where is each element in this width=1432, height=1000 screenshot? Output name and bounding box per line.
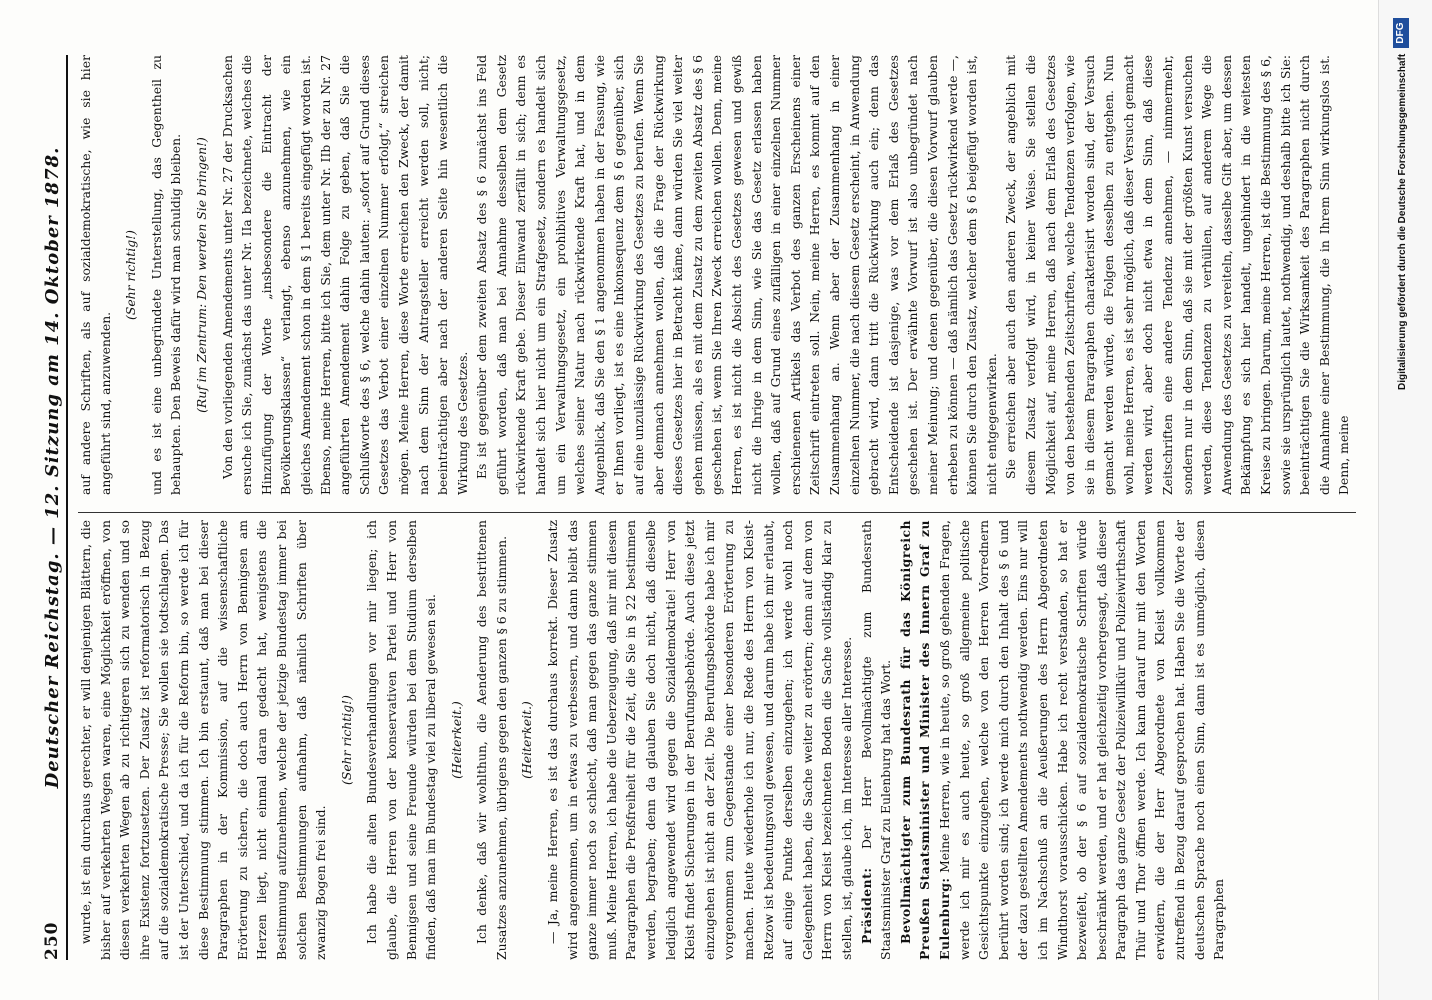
paragraph: wurde, ist ein durchaus gerechter, er will denjenigen Blättern, die bisher auf verkehrten Wegen waren, eine Möglichkeit eröffnen, von diesen verkehrten Wegen ab zu richtigeren sich zu wenden und so ihre Existenz fortzusetzen. Der Zusatz ist reformatorisch in Bezug auf die sozialdemokratische Presse; Sie wollen sie todtschlagen. Das ist der Unterschied, und da ich für die Reform bin, so werde ich für diese Bestimmung stimmen. Ich bin erstaunt, daß man bei dieser Paragraphen in der Kommission, auf die wissenschaftliche Erörterung zu sichern, die doch auch Herrn von Bennigsen am Herzen liegt, nicht einmal daran gedacht hat, wenigstens die Bestimmung aufzunehmen, welche der jetzige Bundestag immer bei solchen Bestimmungen aufnahm, daß nämlich Schriften über zwanzig Bogen frei sind. [78,520,329,960]
paragraph: Ich habe die alten Bundesverhandlungen vor mir liegen; ich glaube, die Herren von der konservativen Partei und Herr von Bennigsen und seine Freunde würden bei dem Studium derselben finden, daß man im Bundestag viel zu liberal gewesen sei. [364,520,439,960]
paragraph: auf andere Schriften, als auf sozialdemokratische, wie sie hier angeführt sind, anzuwenden. [78,55,113,495]
page-number: 250 [42,921,62,960]
running-title: Deutscher Reichstag. — 12. Sitzung am 14. Oktober 1878. [42,146,63,789]
interjection: (Sehr richtig!) [338,695,354,785]
digitization-footer [1378,0,1432,1000]
paragraph: Es ist gegenüber dem zweiten Absatz des § 6 zunächst ins Feld geführt worden, daß man bei Annahme desselben dem Gesetz rückwirkende Kraft gebe. Dieser Einwand zerfällt in sich; denn es handelt sich hier nicht um ein Strafgesetz, sondern es handelt sich um ein Verwaltungsgesetz, ein prohibitives Verwaltungsgesetz, welches seiner Natur nach rückwirkende Kraft hat, und in dem Augenblick, daß Sie den § 1 angenommen haben in der Fassung, wie er Ihnen vorliegt, ist es eine Inkonsequenz dem § 6 gegenüber, sich auf eine unzulässige Rückwirkung des Gesetzes zu berufen. Wenn Sie aber demnach annehmen wollen, daß die Frage der Rückwirkung dieses Gesetzes hier in Betracht käme, dann würden Sie viel weiter gehen müssen, als es mit dem Zusatz zu dem zweiten Absatz des § 6 geschehen ist, wenn Sie Ihren Zweck erreichen wollen. Denn, meine Herren, es ist nicht die Absicht des Gesetzes gewesen und gewiß nicht die Ihrige in dem Sinn, wie Sie das Gesetz erlassen haben wollen, daß auf Grund eines zufälligen in einer einzelnen Nummer erschienenen Artikels das Verbot des ganzen Erscheinens einer Zeitschrift eintreten soll. Nein, meine Herren, es kommt auf den Zusammenhang an. Wenn aber der Zusammenhang in einer einzelnen Nummer, die nach diesem Gesetz erscheint, in Anwendung gebracht wird, dann tritt die Rückwirkung auch ein; denn das Entscheidende ist dasjenige, was vor dem Erlaß des Gesetzes geschehen ist. Der erwähnte Vorwurf ist also unbegründet nach meiner Meinung; und denen gegenüber, die diesen Vorwurf glauben erheben zu können — daß nämlich das Gesetz rückwirkend werde —, können Sie durch den Zusatz, welcher dem § 6 beigefügt worden ist, nicht entgegenwirken. [474,55,999,495]
speech-text: Meine Herren, wie in heute, so groß gehenden Fragen, werde ich mir es auch heute, so groß allgemeine politische Gesichtspunkte einzugehen, welche von den Herren Vorrednern berührt worden sind; ich werde mich durch den Inhalt des § 6 und der dazu gestellten Amendements nothwendig werden. Eins nur will ich im Nachschuß an die Aeußerungen des Herrn Abgeordneten Windthorst vorausschicken. Habe ich recht verstanden, so hat er bezweifelt, ob der § 6 auf sozialdemokratische Schriften würde beschränkt werden, und er hat gleichzeitig vorhergesagt, daß dieser Paragraph das ganze Gesetz der Polizeiwillkür und Polizeiwirthschaft Thür und Thor öffnen werde. Ich kann darauf nur mit den Worten erwidern, die der Herr Abgeordnete von Kleist vollkommen zutreffend in Bezug darauf gesprochen hat. Haben Sie die Worte der deutschen Sprache noch einen Sinn, dann ist es unmöglich, diesen Paragraphen [936,520,1227,960]
right-column [76,55,1361,495]
digitization-note: Digitalisierung gefördert durch die Deutsche Forschungsgemeinschaft [1397,53,1408,390]
interjection: (Heiterkeit.) [448,701,464,779]
paragraph: — Ja, meine Herren, es ist das durchaus korrekt. Dieser Zusatz wird angenommen, um in etwas zu verbessern, und dann bleibt das ganze immer noch so schlecht, daß man gegen das ganze stimmen muß. Meine Herren, ich habe die Ueberzeugung, daß mir mit diesem Paragraphen die Preßfreiheit für die Zeit, die Sie in § 22 bestimmen werden, begraben; denn da glauben Sie doch nicht, daß dieselbe lediglich angewendet wird gegen die Sozialdemokratie! Herr von Kleist findet Sicherungen in der Berufungsbehörde. Auch diese jetzt einzugehen ist nicht an der Zeit. Die Berufungsbehörde habe ich mir vorgenommen zum Gegenstande einer besonderen Erörterung zu machen. Heute wiederhole ich nur, die Rede des Herrn von Kleist-Retzow ist bedeutungsvoll gewesen, und darum habe ich mir erlaubt, auf einige Punkte derselben einzugehen; ich werde wohl noch Gelegenheit haben, die Sache weiter zu erörtern; denn auf dem von Herrn von Kleist bezeichneten Boden die Sache vollständig klar zu stellen, ist, glaube ich, im Interesse aller Interesse. [545,520,854,960]
interjection: (Ruf im Zentrum: Den werden Sie bringen!) [193,137,209,413]
speech-text: Der Herr Bevollmächtigte zum Bundesrath Staatsminister Graf zu Eulenburg hat das Wort. [858,520,894,960]
paragraph: Ich denke, daß wir wohlthun, die Aenderung des bestrittenen Zusatzes anzunehmen, übrigens gegen den ganzen § 6 zu stimmen. [474,520,509,960]
interjection: (Heiterkeit.) [519,701,535,779]
page-header [42,55,68,960]
speaker-label: Bevollmächtigter zum Bundesrath für das Königreich Preußen Staatsminister und Minister des Innern Graf zu Eulenburg: [897,520,952,960]
column-divider [78,512,1356,513]
speech [896,520,1229,960]
interjection: (Sehr richtig!) [123,230,139,320]
paragraph: und es ist eine unbegründete Unterstellung, das Gegentheil zu behaupten. Den Beweis dafür wird man schuldig bleiben. [148,55,184,495]
paragraph: Sie erreichen aber auch den anderen Zweck, der angeblich mit diesem Zusatz verfolgt wird, in keiner Weise. Sie stellen die Möglichkeit auf, meine Herren, daß nach dem Erlaß des Gesetzes von den bestehenden Zeitschriften, welche Tendenzen verfolgen, wie sie in diesem Paragraphen charakterisirt worden sind, der Versuch gemacht werden würde, die Folgen desselben zu entgehen. Nun wohl, meine Herren, es ist sehr möglich, daß dieser Versuch gemacht werden wird, aber doch nicht etwa in dem Sinn, daß diese Zeitschriften eine andere Tendenz annehmen, — nimmermehr, sondern nur in dem Sinn, daß sie mit der größten Kunst versuchen werden, diese Tendenzen zu verhüllen, auf anderem Wege die Anwendung des Gesetzes zu vereiteln, dasselbe Gift aber, um dessen Bekämpfung es sich hier handelt, ungehindert in die weitesten Kreise zu bringen. Darum, meine Herren, ist die Bestimmung des § 6, sowie sie ursprünglich lautet, nothwendig, und deshalb bitte ich Sie: beeinträchtigen Sie die Wirksamkeit des Paragraphen nicht durch die Annahme einer Bestimmung, die in Ihrem Sinn wirkungslos ist. Denn, meine [1003,55,1352,495]
speech-intro [857,520,896,960]
paragraph: Von den vorliegenden Amendements unter Nr. 27 der Drucksachen ersuche ich Sie, zunächst das unter Nr. IIa bezeichnete, welches die Hinzufügung der Worte „insbesondere die Eintracht der Bevölkerungsklassen“ verlangt, ebenso anzunehmen, wie ein gleiches Amendement schon in dem § 1 bereits eingefügt worden ist. Ebenso, meine Herren, bitte ich Sie, dem unter Nr. IIb der zu Nr. 27 angeführten Amendement dahin Folge zu geben, daß Sie die Schlußworte des § 6, welche dahin lauten: „sofort auf Grund dieses Gesetzes das Verbot einer einzelnen Nummer erfolgt,“ streichen mögen. Meine Herren, diese Worte erreichen den Zweck, der damit nach dem Sinn der Antragsteller erreicht werden soll, nicht; beeinträchtigen aber nach der anderen Seite hin wesentlich die Wirkung des Gesetzes. [219,55,470,495]
dfg-logo: DFG [1393,18,1409,48]
left-column [76,520,1361,960]
speaker-label: Präsident: [858,867,874,944]
